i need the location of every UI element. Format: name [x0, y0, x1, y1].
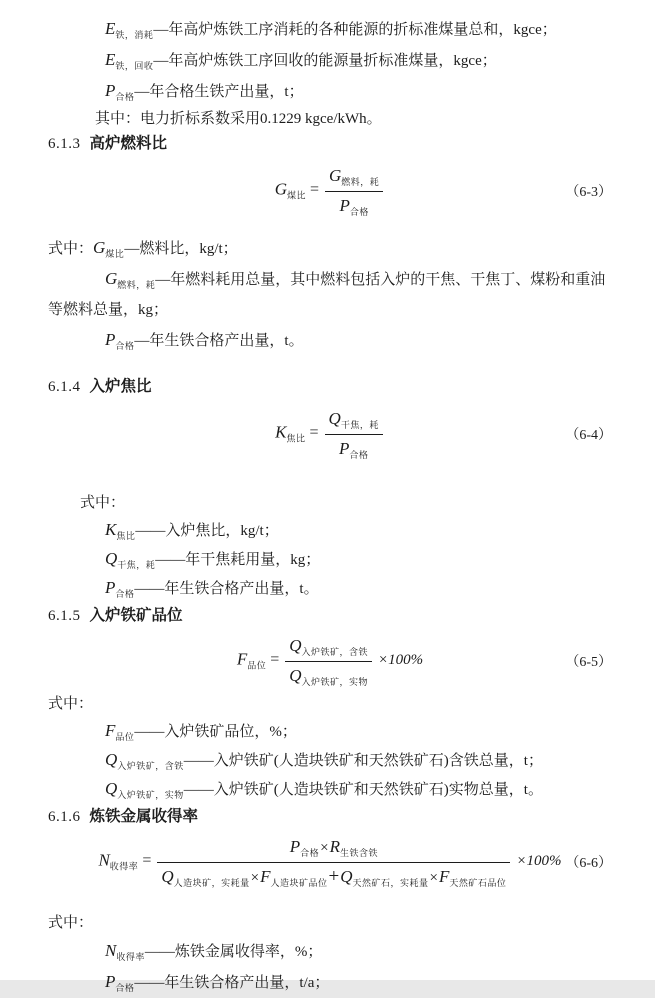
denominator	[157, 863, 510, 890]
variable: K	[105, 520, 117, 539]
formula-6-5	[48, 633, 612, 689]
variable-subscript: 生铁含铁	[340, 848, 379, 858]
where-label: 式中：	[80, 495, 126, 511]
symbol-definition	[48, 775, 612, 804]
variable: G	[329, 166, 342, 185]
symbol-definition	[48, 936, 612, 967]
symbol-definition	[48, 325, 612, 356]
definition-text: —年高炉炼铁工序消耗的各种能源的折标准煤量总和，kgce；	[153, 22, 557, 38]
variable: P	[105, 330, 116, 349]
variable: P	[289, 837, 301, 856]
variable-subscript: 合格	[115, 341, 135, 351]
definition-text: ——入炉铁矿品位，%；	[134, 724, 297, 740]
spacer	[48, 356, 612, 374]
equals-sign: =	[270, 651, 280, 669]
variable-subscript: 入炉铁矿，含铁	[301, 647, 369, 657]
variable: E	[105, 19, 116, 38]
note-line: 其中：电力折标系数采用0.1229 kgce/kWh。	[95, 111, 382, 127]
section-title: 入炉焦比	[89, 378, 152, 395]
multiplier: ×100%	[516, 853, 562, 870]
denominator	[285, 662, 372, 689]
symbol-definition	[48, 76, 612, 107]
variable-subscript: 铁，消耗	[115, 30, 154, 40]
formula-6-3	[48, 163, 612, 219]
section-number: 6.1.4	[48, 379, 81, 395]
definition-text: ——入炉焦比，kg/t；	[135, 523, 279, 539]
definition-text: ——入炉铁矿(人造块铁矿和天然铁矿石)含铁总量，t；	[183, 753, 543, 769]
equals-sign: =	[309, 424, 319, 442]
variable-subscript: 铁，回收	[115, 61, 154, 71]
variable: Q	[289, 666, 302, 685]
variable: G	[274, 179, 287, 199]
definition-text: ——年生铁合格产出量，t。	[134, 581, 319, 597]
variable: N	[98, 850, 110, 870]
where-label: 式中：	[48, 241, 94, 257]
variable-subscript: 燃料，耗	[341, 177, 380, 187]
variable-subscript: 合格	[349, 450, 369, 460]
variable-subscript: 合格	[349, 207, 369, 217]
equation-body	[237, 633, 423, 689]
variable: Q	[105, 549, 118, 568]
times-operator: ×	[429, 870, 438, 886]
section-heading	[48, 603, 612, 629]
fraction	[285, 633, 372, 689]
definition-text: —年燃料耗用总量，其中燃料包括入炉的干焦、干焦丁、煤粉和重油等燃料总量，kg；	[48, 272, 606, 318]
symbol-definition	[48, 14, 612, 45]
symbol-definition	[48, 545, 612, 574]
where-label: 式中：	[48, 915, 94, 931]
denominator	[325, 192, 383, 219]
variable: N	[105, 941, 117, 960]
variable-subscript: 品位	[115, 732, 135, 742]
plus-operator: +	[328, 866, 340, 887]
variable: P	[339, 196, 350, 215]
definition-text: ——年干焦耗用量，kg；	[155, 552, 321, 568]
variable: Q	[161, 867, 174, 886]
where-line	[48, 910, 612, 936]
variable-subscript: 煤比	[286, 190, 306, 201]
equation-number: （6-3）	[565, 185, 612, 200]
symbol-definition	[48, 516, 612, 545]
variable-subscript: 天然矿石，实耗量	[352, 878, 429, 888]
equation-number: （6-6）	[565, 856, 612, 871]
equation-body	[275, 406, 385, 462]
numerator	[285, 633, 372, 662]
equals-sign: =	[142, 852, 152, 870]
variable-subscript: 合格	[115, 983, 135, 993]
variable-subscript: 天然矿石品位	[449, 878, 507, 888]
variable: Q	[289, 636, 302, 655]
where-line	[48, 233, 612, 264]
variable-subscript: 人造块矿，实耗量	[173, 878, 250, 888]
equation-body	[275, 163, 386, 219]
section-heading	[48, 131, 612, 157]
variable: Q	[340, 867, 353, 886]
variable: Q	[105, 779, 118, 798]
variable-subscript: 合格	[300, 848, 320, 858]
variable-subscript: 焦比	[286, 433, 306, 444]
section-number: 6.1.3	[48, 136, 81, 152]
variable: P	[338, 439, 350, 458]
fraction	[157, 834, 510, 890]
equals-sign: =	[309, 181, 320, 199]
section-heading	[48, 804, 612, 830]
variable-subscript: 收得率	[116, 952, 145, 962]
symbol-definition	[48, 45, 612, 76]
variable: Q	[328, 409, 341, 428]
equation-number: （6-4）	[565, 428, 612, 443]
symbol-definition	[48, 717, 612, 746]
symbol-definition	[48, 746, 612, 775]
numerator	[157, 834, 510, 863]
variable: F	[236, 649, 248, 669]
definition-text: —年高炉炼铁工序回收的能源量折标准煤量，kgce；	[153, 53, 497, 69]
symbol-definition	[48, 967, 612, 998]
variable: F	[439, 867, 450, 886]
variable: E	[105, 50, 116, 69]
variable-subscript: 收得率	[109, 861, 139, 872]
symbol-definition	[48, 574, 612, 603]
definition-text: —年生铁合格产出量，t。	[134, 333, 304, 349]
section-number: 6.1.5	[48, 608, 81, 624]
multiplier: ×100%	[378, 652, 424, 669]
spacer	[48, 474, 612, 490]
variable: F	[260, 867, 271, 886]
variable-subscript: 焦比	[116, 531, 136, 541]
variable: K	[275, 422, 287, 442]
variable: Q	[105, 750, 118, 769]
definition-text: ——炼铁金属收得率，%；	[144, 944, 323, 960]
formula-6-6	[48, 834, 612, 890]
variable: P	[105, 81, 116, 100]
definition-text: —燃料比，kg/t；	[124, 241, 238, 257]
variable: G	[93, 238, 106, 257]
variable-subscript: 合格	[115, 92, 135, 102]
variable: P	[105, 972, 116, 991]
variable: R	[329, 837, 340, 856]
variable-subscript: 人造块矿品位	[270, 878, 328, 888]
where-line	[48, 691, 612, 717]
variable-subscript: 煤比	[105, 249, 125, 259]
fraction	[325, 163, 383, 219]
variable-subscript: 入炉铁矿，含铁	[117, 761, 184, 771]
variable: P	[105, 578, 116, 597]
spacer	[48, 894, 612, 910]
formula-6-4	[48, 406, 612, 462]
equation-body	[98, 834, 561, 890]
definition-text: ——入炉铁矿(人造块铁矿和天然铁矿石)实物总量，t。	[183, 782, 543, 798]
variable: G	[105, 269, 118, 288]
variable-subscript: 入炉铁矿，实物	[117, 790, 184, 800]
variable-subscript: 入炉铁矿，实物	[301, 677, 369, 687]
variable-subscript: 干焦，耗	[340, 420, 379, 430]
times-operator: ×	[320, 840, 329, 856]
equation-number: （6-5）	[565, 655, 612, 670]
definition-text: —年合格生铁产出量，t；	[134, 84, 304, 100]
section-title: 入炉铁矿品位	[89, 607, 183, 624]
definition-text: ——年生铁合格产出量，t/a；	[134, 975, 330, 991]
times-operator: ×	[250, 870, 260, 886]
denominator	[325, 435, 383, 462]
where-label: 式中：	[48, 696, 94, 712]
variable-subscript: 燃料，耗	[117, 280, 156, 290]
variable-subscript: 干焦，耗	[117, 560, 156, 570]
where-line	[48, 490, 612, 516]
numerator	[325, 163, 383, 192]
fraction	[325, 406, 383, 462]
variable-subscript: 合格	[115, 589, 135, 599]
section-number: 6.1.6	[48, 809, 81, 825]
numerator	[325, 406, 383, 435]
section-title: 炼铁金属收得率	[89, 808, 199, 825]
variable-subscript: 品位	[247, 660, 267, 671]
section-title: 高炉燃料比	[89, 135, 168, 152]
section-heading	[48, 374, 612, 400]
symbol-definition	[48, 264, 612, 325]
variable: F	[105, 721, 116, 740]
